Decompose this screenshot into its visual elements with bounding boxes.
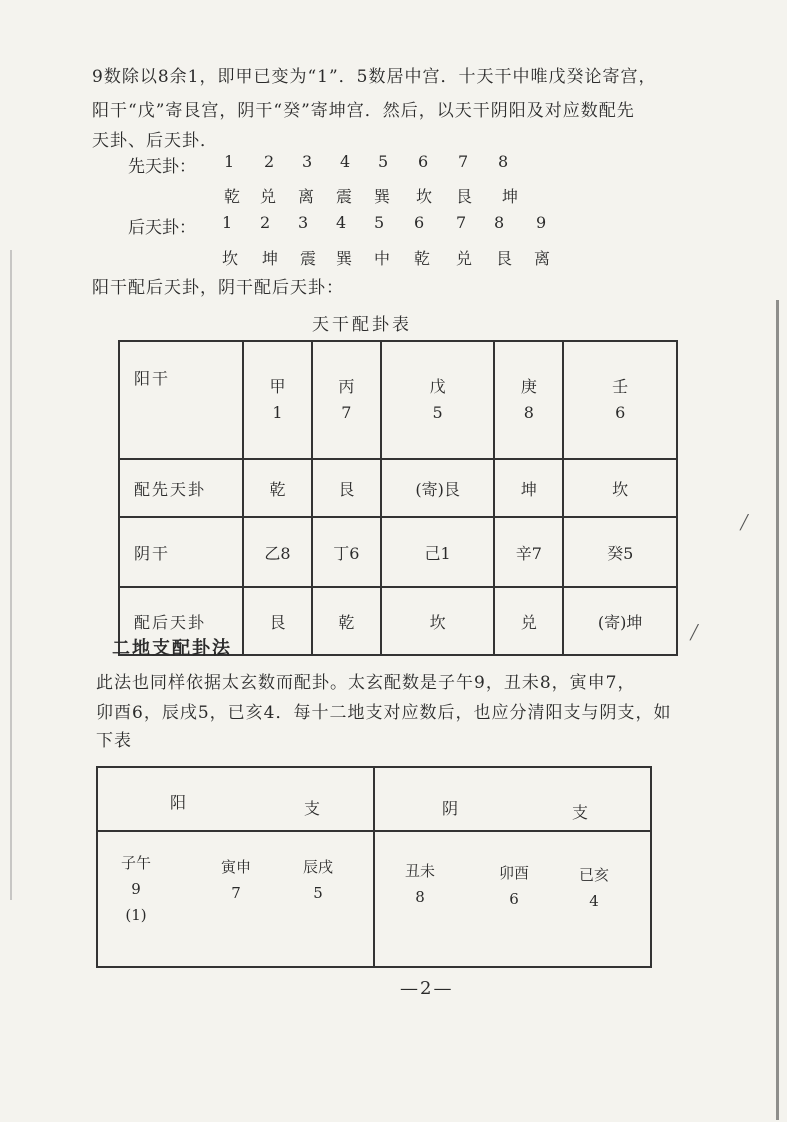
yang-number: 1 — [272, 403, 283, 422]
row-label: 阳干 — [119, 341, 243, 459]
table-cell: 癸5 — [563, 517, 677, 587]
branch-pair: 子午 — [120, 854, 151, 872]
xiantian-label: 先天卦： — [128, 157, 196, 177]
table-cell — [381, 341, 495, 459]
column-divider — [373, 768, 375, 966]
branch-number: 7 — [231, 884, 241, 902]
table-cell — [563, 341, 677, 459]
branch-pair: 丑未 — [404, 862, 435, 880]
table-cell: 辛7 — [494, 517, 563, 587]
yang-number: 6 — [615, 403, 626, 422]
section2-line2: 卯酉6，辰戌5，已亥4．每十二地支对应数后，也应分清阳支与阴支，如 — [96, 703, 672, 723]
table-cell: 艮 — [312, 459, 381, 517]
yang-stem: 丙 — [338, 377, 355, 396]
yang-stem: 庚 — [520, 377, 537, 396]
xiantian-number: 7 — [458, 152, 469, 171]
scan-mark: ╱ — [690, 625, 699, 641]
table-cell: 乙8 — [243, 517, 312, 587]
xiantian-number: 8 — [498, 152, 509, 171]
xiantian-trigram: 坤 — [502, 187, 519, 206]
houtian-number: 5 — [374, 213, 385, 232]
yin-header-char: 支 — [572, 803, 589, 822]
houtian-trigram: 巽 — [336, 249, 353, 268]
branch-number: 5 — [313, 884, 323, 902]
xiantian-number: 5 — [378, 152, 389, 171]
xiantian-trigram: 坎 — [416, 187, 433, 206]
branch-pair: 卯酉 — [498, 864, 529, 882]
yin-branch-cell — [574, 862, 614, 914]
table-row — [119, 459, 677, 517]
houtian-number: 8 — [494, 213, 505, 232]
branch-number: 6 — [509, 890, 519, 908]
section2-heading: 二地支配卦法 — [112, 638, 232, 659]
yang-branch-cell — [116, 850, 156, 928]
houtian-number: 9 — [536, 213, 547, 232]
houtian-trigram: 坤 — [262, 249, 279, 268]
table-cell — [312, 341, 381, 459]
houtian-number: 4 — [336, 213, 347, 232]
yang-header-char: 支 — [304, 799, 321, 818]
xiantian-number: 3 — [302, 152, 313, 171]
houtian-trigram: 乾 — [414, 249, 431, 268]
page-number: —2— — [400, 978, 454, 999]
table-cell — [243, 341, 312, 459]
xiantian-trigram: 兑 — [260, 187, 277, 206]
yin-branch-cell — [494, 860, 534, 912]
table-cell: (寄)艮 — [381, 459, 495, 517]
table1-caption: 天干配卦表 — [312, 315, 412, 335]
table-cell: 艮 — [243, 587, 312, 655]
table-cell: 丁6 — [312, 517, 381, 587]
xiantian-number: 4 — [340, 152, 351, 171]
houtian-number: 3 — [298, 213, 309, 232]
stem-trigram-table — [118, 340, 678, 656]
yang-number: 5 — [432, 403, 443, 422]
table-row — [119, 341, 677, 459]
table-cell: 乾 — [312, 587, 381, 655]
pairing-note: 阳干配后天卦，阴干配后天卦： — [92, 278, 344, 298]
table-cell: 乾 — [243, 459, 312, 517]
houtian-number: 6 — [414, 213, 425, 232]
branch-number: 4 — [589, 892, 599, 910]
paragraph1-line1: 9数除以8余1，即甲已变为“1”．5数居中宫．十天干中唯戊癸论寄宫， — [92, 67, 657, 87]
scan-mark: ╱ — [740, 515, 749, 531]
yang-number: 7 — [341, 403, 352, 422]
xiantian-trigram: 乾 — [224, 187, 241, 206]
yang-branch-cell — [298, 854, 338, 906]
xiantian-trigram: 震 — [336, 187, 353, 206]
xiantian-number: 6 — [418, 152, 429, 171]
table-cell: 己1 — [381, 517, 495, 587]
xiantian-number: 1 — [224, 152, 235, 171]
xiantian-trigram: 艮 — [456, 187, 473, 206]
branch-number: 9 — [131, 880, 141, 898]
xiantian-trigram: 离 — [298, 187, 315, 206]
houtian-number: 7 — [456, 213, 467, 232]
houtian-number: 2 — [260, 213, 271, 232]
houtian-trigram: 中 — [374, 249, 391, 268]
branch-number: 8 — [415, 888, 425, 906]
yang-stem: 壬 — [612, 377, 629, 396]
branch-pair: 辰戌 — [302, 858, 333, 876]
xiantian-trigram: 巽 — [374, 187, 391, 206]
table-cell: 兑 — [494, 587, 563, 655]
table-cell — [494, 341, 563, 459]
section2-line3: 下表 — [96, 731, 132, 751]
xiantian-number: 2 — [264, 152, 275, 171]
yang-stem: 戊 — [429, 377, 446, 396]
row-label: 配后天卦 — [119, 587, 243, 655]
yang-stem: 甲 — [269, 377, 286, 396]
table-row — [119, 517, 677, 587]
table-cell: (寄)坤 — [563, 587, 677, 655]
scan-edge-right — [776, 300, 779, 1120]
branch-extra: (1) — [125, 906, 147, 924]
branch-pair: 寅申 — [220, 858, 251, 876]
yin-header-char: 阴 — [442, 799, 459, 818]
houtian-trigram: 震 — [300, 249, 317, 268]
yang-number: 8 — [523, 403, 534, 422]
section2-line1: 此法也同样依据太玄数而配卦。太玄配数是子午9，丑未8，寅申7， — [96, 673, 636, 693]
table-cell: 坤 — [494, 459, 563, 517]
branch-number-table — [96, 766, 652, 968]
houtian-label: 后天卦： — [128, 218, 196, 238]
houtian-trigram: 坎 — [222, 249, 239, 268]
scan-edge-left — [10, 250, 12, 900]
yin-branch-cell — [400, 858, 440, 910]
houtian-number: 1 — [222, 213, 233, 232]
row-label: 配先天卦 — [119, 459, 243, 517]
yang-branch-cell — [216, 854, 256, 906]
table-cell: 坎 — [381, 587, 495, 655]
table-cell: 坎 — [563, 459, 677, 517]
houtian-trigram: 兑 — [456, 249, 473, 268]
yang-header-char: 阳 — [170, 793, 187, 812]
row-label: 阴干 — [119, 517, 243, 587]
houtian-trigram: 离 — [534, 249, 551, 268]
paragraph1-line3: 天卦、后天卦． — [92, 131, 218, 151]
header-divider — [98, 830, 650, 832]
branch-pair: 已亥 — [578, 866, 609, 884]
houtian-trigram: 艮 — [496, 249, 513, 268]
paragraph1-line2: 阳干“戊”寄艮宫，阴干“癸”寄坤宫．然后，以天干阴阳及对应数配先 — [92, 101, 635, 121]
